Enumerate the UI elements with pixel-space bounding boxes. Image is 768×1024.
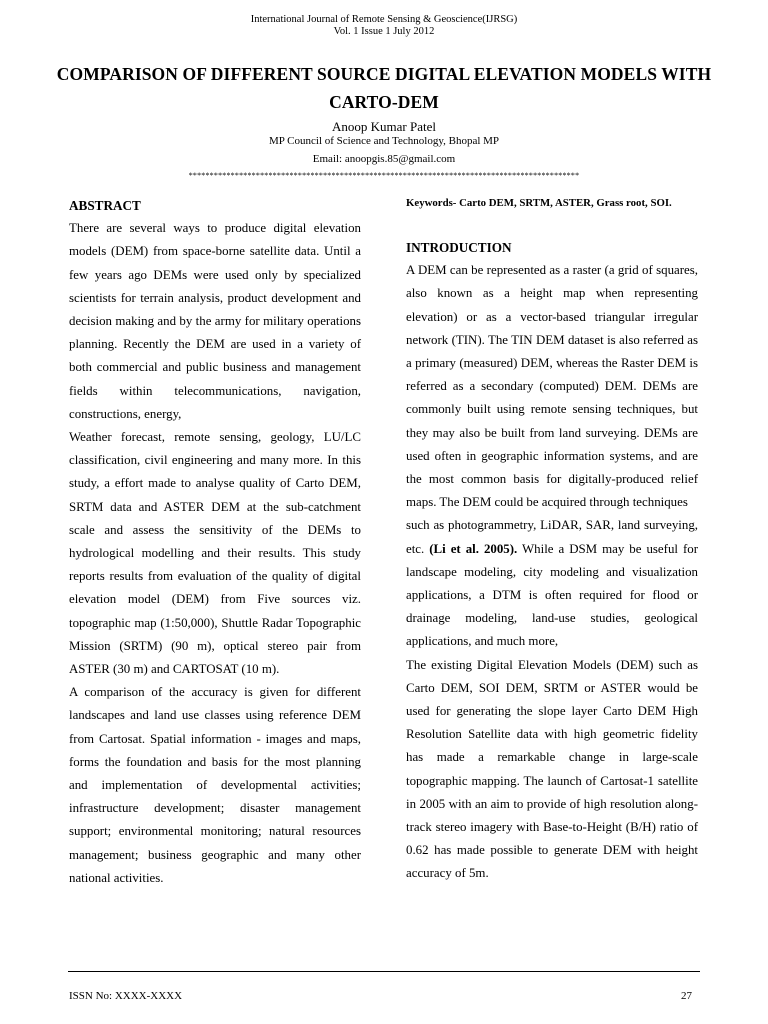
footer-divider bbox=[68, 971, 700, 972]
introduction-paragraph-2 bbox=[406, 514, 698, 653]
introduction-paragraph-3: The existing Digital Elevation Models (DEM) such as Carto DEM, SOI DEM, SRTM or ASTER would be used for generating the slope layer Carto DEM High Resolution Satellite data with high geometric fidelity has made a remarkable change in large-scale topographic mapping. The launch of Cartosat-1 satellite in 2005 with an aim to provide of high resolution along-track stereo imagery with Base-to-Height (B/H) ratio of 0.62 has made possible to generate DEM with height accuracy of 5m. bbox=[406, 657, 698, 881]
left-column bbox=[69, 194, 361, 890]
paper-title: COMPARISON OF DIFFERENT SOURCE DIGITAL ELEVATION MODELS WITH CARTO-DEM bbox=[56, 64, 712, 112]
abstract-heading: ABSTRACT bbox=[69, 198, 141, 213]
intro-p2-text-end: While a DSM may be useful for landscape modeling, city modeling and visualization applications, a DTM is often required for flood or drainage modeling, land-use studies, geological applications, and much more, bbox=[406, 541, 698, 649]
journal-name: International Journal of Remote Sensing & Geoscience(IJRSG) bbox=[250, 14, 518, 25]
citation-li-2005: (Li et al. 2005). bbox=[429, 541, 518, 556]
abstract-paragraph-3: A comparison of the accuracy is given for different landscapes and land use classes using reference DEM from Cartosat. Spatial information - images and maps, forms the foundation and basis for the most planning and implementation of developmental activities; infrastructure development; disaster management support; environmental monitoring; natural resources management; business geographic and many other national activities. bbox=[69, 685, 361, 885]
keywords-line: Keywords- Carto DEM, SRTM, ASTER, Grass root, SOI. bbox=[406, 197, 672, 209]
footer-issn: ISSN No: XXXX-XXXX bbox=[69, 990, 183, 1002]
journal-issue: Vol. 1 Issue 1 July 2012 bbox=[333, 26, 435, 37]
right-column bbox=[406, 194, 698, 886]
introduction-paragraph-1: A DEM can be represented as a raster (a grid of squares, also known as a height map when representing elevation) or as a vector-based triangular irregular network (TIN). The TIN DEM dataset is also referred as a primary (measured) DEM, whereas the Raster DEM is referred as a secondary (computed) DEM. DEMs are commonly built using remote sensing techniques, but they may also be built from land surveying. DEMs are used often in geographic information systems, and are the most common basis for digitally-produced relief maps. The DEM could be acquired through techniques bbox=[406, 263, 698, 510]
author-affiliation: MP Council of Science and Technology, Bhopal MP bbox=[268, 135, 500, 147]
introduction-heading: INTRODUCTION bbox=[406, 240, 512, 255]
separator-line: ********************************************************************************************* bbox=[188, 171, 580, 180]
abstract-paragraph-1: There are several ways to produce digital elevation models (DEM) from space-borne satellite data. Until a few years ago DEMs were used only by specialized scientists for terrain analysis, product development and decision making and by the army for military operations planning. Recently the DEM are used in a variety of both commercial and public business and management fields within telecommunications, navigation, constructions, energy, bbox=[69, 221, 361, 421]
abstract-paragraph-2: Weather forecast, remote sensing, geology, LU/LC classification, civil engineering and many more. In this study, a effort made to analyse quality of Carto DEM, SRTM data and ASTER DEM at the sub-catchment scale and assess the sensitivity of the DEMs to hydrological modelling and their results. This study reports results from evaluation of the quality of digital elevation model (DEM) from Five sources viz. topographic map (1:50,000), Shuttle Radar Topographic Mission (SRTM) (90 m), optical stereo pair from ASTER (30 m) and CARTOSAT (10 m). bbox=[69, 430, 361, 677]
author-name: Anoop Kumar Patel bbox=[332, 119, 436, 134]
author-email: Email: anoopgis.85@gmail.com bbox=[312, 153, 456, 165]
intro-p2-text-start: such as photogrammetry, LiDAR, SAR, land surveying, etc. bbox=[406, 518, 698, 556]
journal-header bbox=[0, 14, 768, 38]
page-number: 27 bbox=[681, 990, 692, 1002]
